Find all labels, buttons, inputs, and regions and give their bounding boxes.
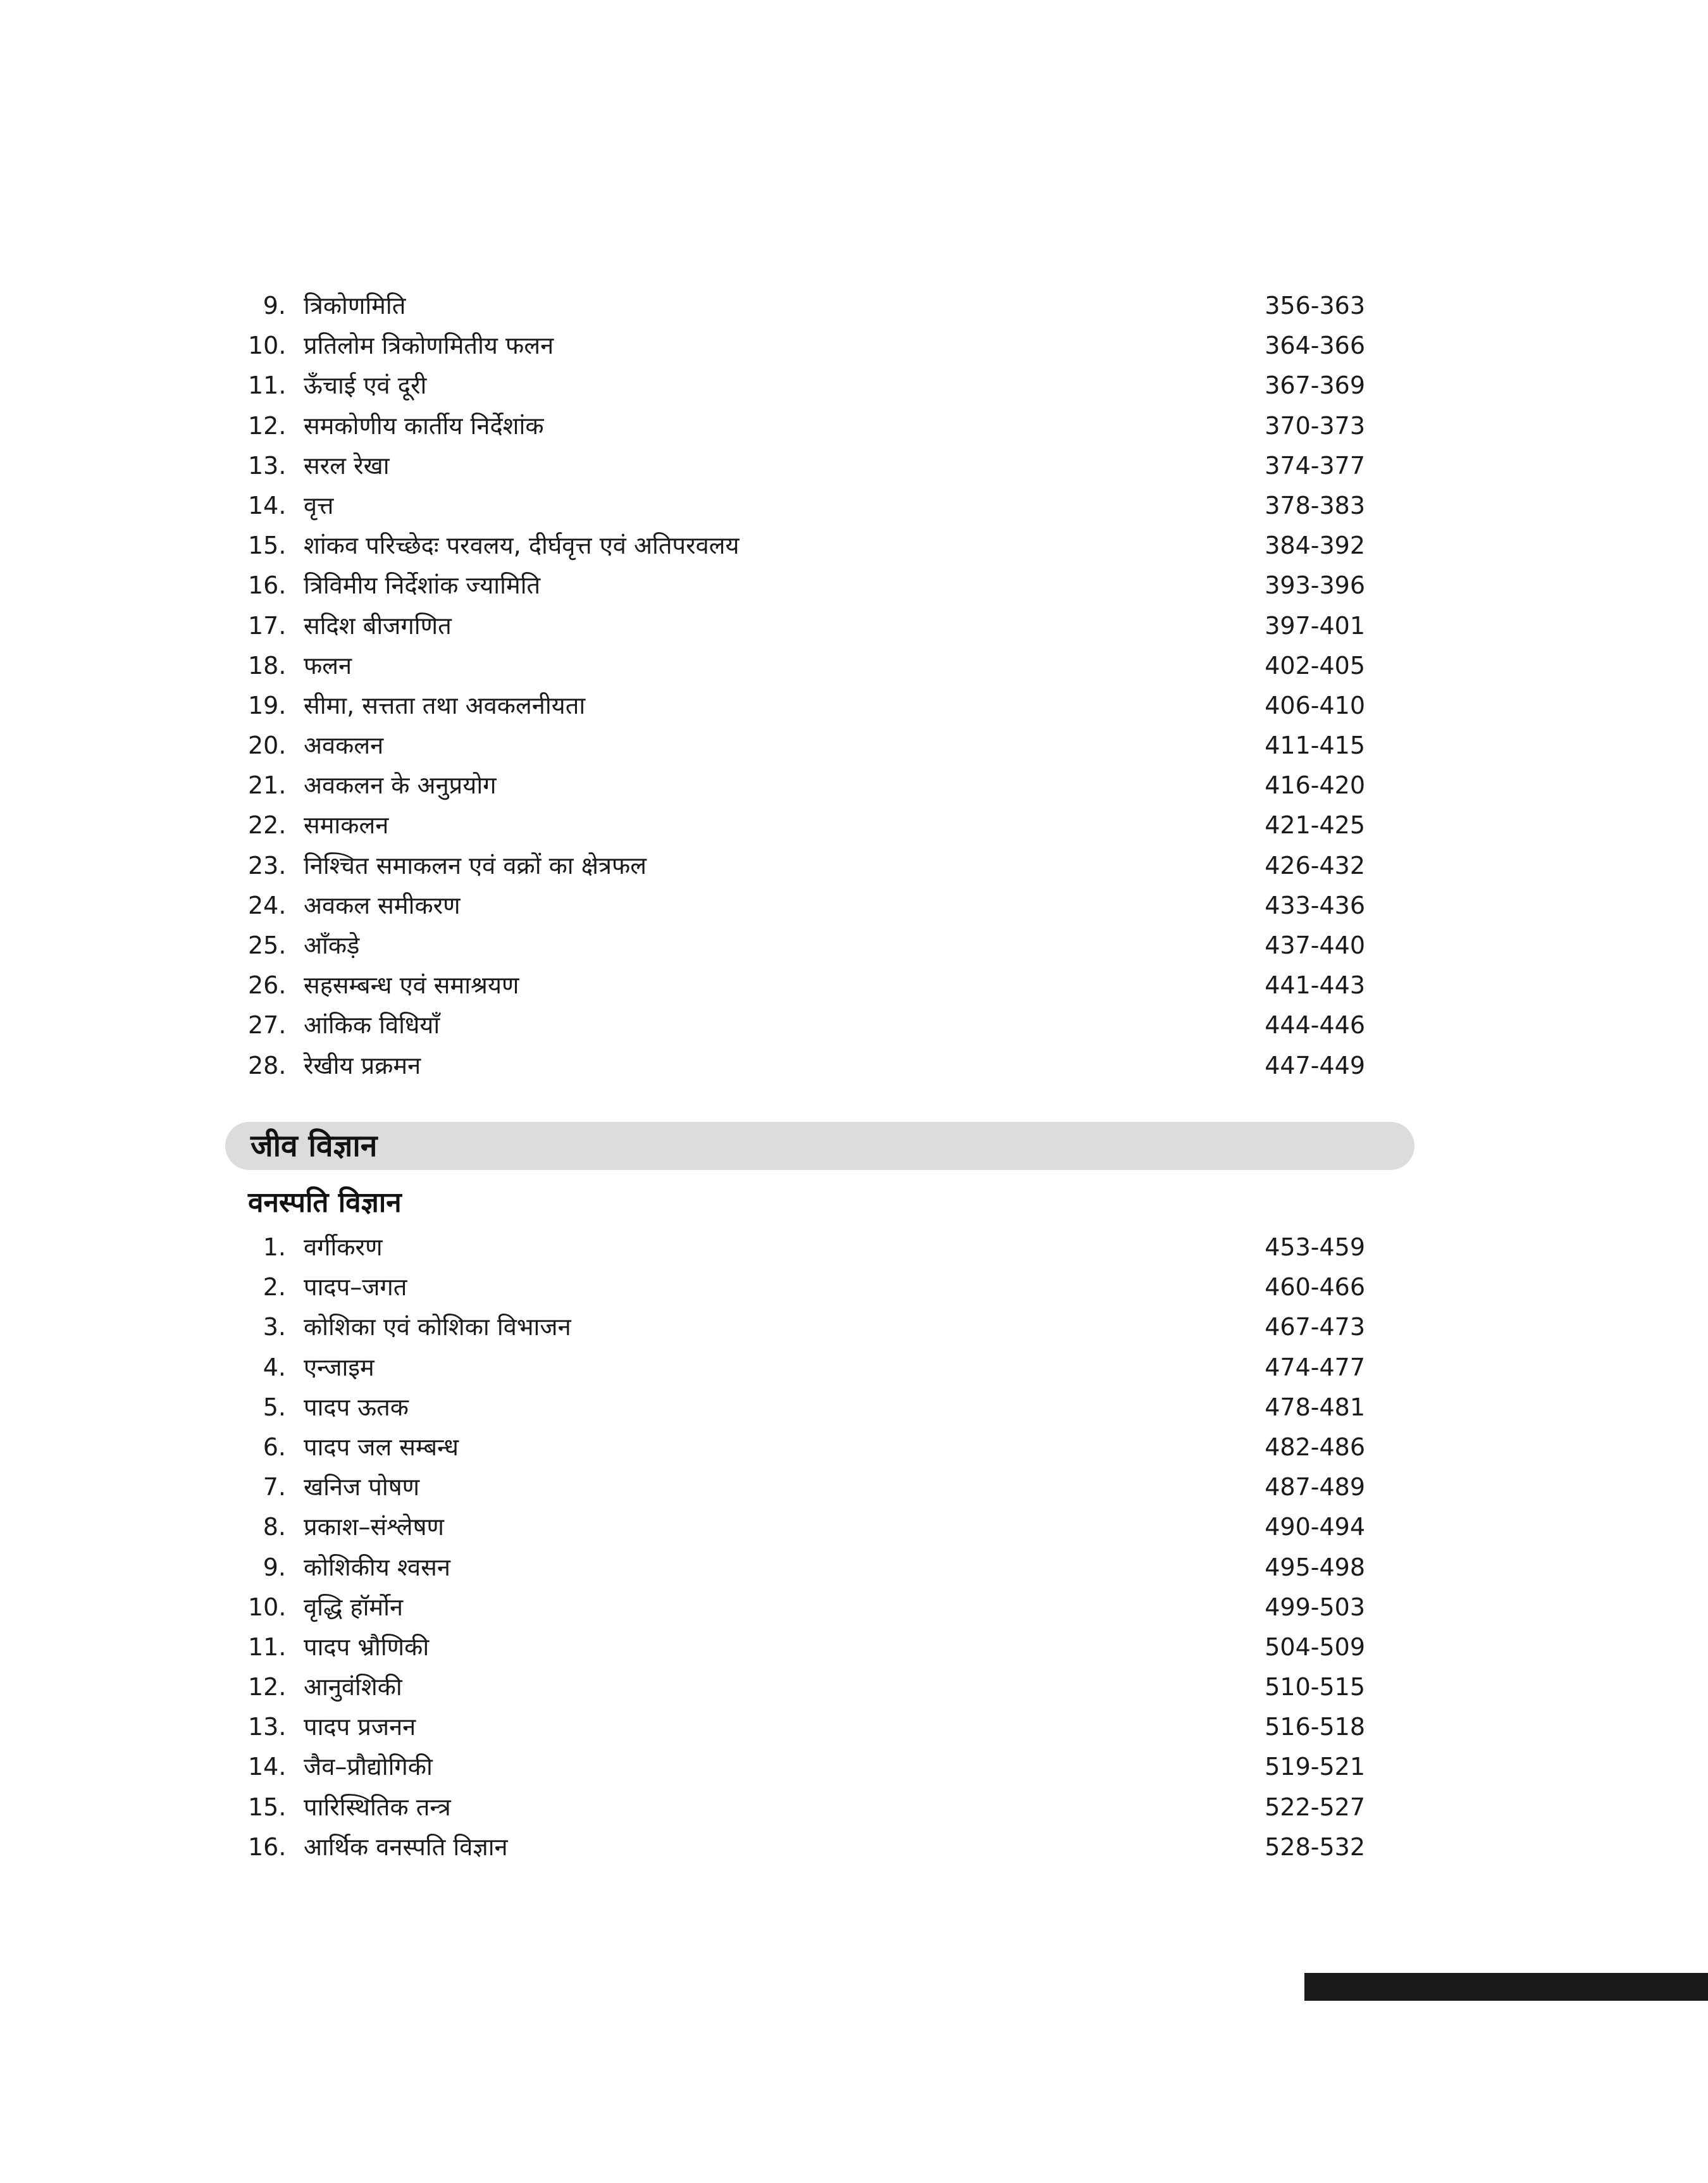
toc-entry (0, 1707, 1708, 1747)
entry-number: 21. (248, 771, 287, 800)
entry-number: 22. (248, 811, 287, 840)
entry-page-range: 482-486 (1265, 1433, 1365, 1461)
toc-entry (0, 1228, 1708, 1267)
entry-number: 13. (248, 1713, 287, 1741)
entry-page-range: 453-459 (1265, 1233, 1365, 1261)
entry-number: 28. (248, 1051, 287, 1079)
entry-title: सहसम्बन्ध एवं समाश्रयण (304, 971, 519, 1000)
entry-page-range: 370-373 (1265, 411, 1365, 440)
entry-page-range: 411-415 (1265, 731, 1365, 760)
toc-entry (0, 846, 1708, 886)
entry-title: पादप जल सम्बन्ध (304, 1433, 459, 1461)
entry-title: सदिश बीजगणित (304, 611, 452, 640)
entry-title: समाकलन (304, 811, 389, 840)
entry-page-range: 426-432 (1265, 851, 1365, 880)
entry-page-range: 460-466 (1265, 1273, 1365, 1302)
entry-page-range: 437-440 (1265, 931, 1365, 959)
toc-entry (0, 686, 1708, 726)
entry-number: 25. (248, 931, 287, 959)
entry-page-range: 490-494 (1265, 1513, 1365, 1541)
toc-entry (0, 1747, 1708, 1787)
entry-page-range: 374-377 (1265, 451, 1365, 480)
entry-title: वर्गीकरण (304, 1233, 383, 1261)
entry-number: 27. (248, 1011, 287, 1040)
entry-title: कोशिकीय श्वसन (304, 1553, 450, 1581)
entry-title: रेखीय प्रक्रमन (304, 1051, 421, 1079)
entry-number: 20. (248, 731, 287, 760)
entry-title: वृद्धि हॉर्मोन (304, 1593, 404, 1621)
entry-title: सीमा, सत्तता तथा अवकलनीयता (304, 691, 586, 719)
toc-entry (0, 1548, 1708, 1588)
toc-entry (0, 926, 1708, 966)
botany-toc-list (0, 1228, 1708, 1867)
entry-title: प्रतिलोम त्रिकोणमितीय फलन (304, 332, 554, 360)
entry-title: खनिज पोषण (304, 1473, 420, 1502)
toc-entry (0, 606, 1708, 646)
toc-entry (0, 486, 1708, 526)
entry-title: आर्थिक वनस्पति विज्ञान (304, 1832, 508, 1861)
entry-page-range: 447-449 (1265, 1051, 1365, 1079)
entry-page-range: 356-363 (1265, 292, 1365, 320)
entry-page-range: 516-518 (1265, 1713, 1365, 1741)
entry-number: 3. (263, 1313, 286, 1341)
toc-entry (0, 1627, 1708, 1667)
toc-entry (0, 1267, 1708, 1307)
toc-entry (0, 526, 1708, 566)
entry-number: 9. (263, 1553, 286, 1581)
entry-page-range: 495-498 (1265, 1553, 1365, 1581)
entry-page-range: 444-446 (1265, 1011, 1365, 1040)
toc-entry (0, 1388, 1708, 1427)
toc-entry (0, 1427, 1708, 1467)
toc-entry (0, 1467, 1708, 1507)
entry-title: आनुवंशिकी (304, 1673, 402, 1701)
entry-number: 4. (263, 1353, 286, 1381)
entry-title: त्रिकोणमिति (304, 292, 406, 320)
entry-number: 5. (263, 1393, 286, 1421)
entry-title: अवकलन (304, 731, 384, 760)
entry-page-range: 499-503 (1265, 1593, 1365, 1621)
entry-title: शांकव परिच्छेदः परवलय, दीर्घवृत्त एवं अतिपरवलय (304, 532, 740, 560)
entry-number: 12. (248, 1673, 287, 1701)
toc-entry (0, 1827, 1708, 1867)
entry-page-range: 406-410 (1265, 691, 1365, 719)
entry-number: 16. (248, 571, 287, 600)
toc-entry (0, 1588, 1708, 1627)
entry-number: 1. (263, 1233, 286, 1261)
toc-entry (0, 646, 1708, 686)
toc-entry (0, 766, 1708, 805)
entry-page-range: 433-436 (1265, 891, 1365, 919)
entry-title: पादप ऊतक (304, 1393, 409, 1421)
entry-title: पादप–जगत (304, 1273, 407, 1302)
entry-page-range: 367-369 (1265, 371, 1365, 400)
entry-title: पादप प्रजनन (304, 1713, 416, 1741)
toc-entry (0, 805, 1708, 845)
entry-page-range: 504-509 (1265, 1633, 1365, 1661)
subsection-heading: वनस्पति विज्ञान (248, 1186, 402, 1219)
entry-page-range: 474-477 (1265, 1353, 1365, 1381)
toc-entry (0, 1005, 1708, 1045)
entry-number: 15. (248, 532, 287, 560)
entry-number: 14. (248, 491, 287, 519)
entry-title: समकोणीय कार्तीय निर्देशांक (304, 411, 544, 440)
entry-number: 6. (263, 1433, 286, 1461)
toc-entry (0, 1348, 1708, 1388)
toc-entry (0, 1507, 1708, 1547)
entry-title: ऊँचाई एवं दूरी (304, 371, 427, 400)
entry-title: सरल रेखा (304, 451, 390, 480)
math-toc-list (0, 286, 1708, 1086)
entry-number: 16. (248, 1832, 287, 1861)
entry-title: आँकड़े (304, 931, 360, 959)
toc-entry (0, 1307, 1708, 1347)
entry-page-range: 478-481 (1265, 1393, 1365, 1421)
entry-title: आंकिक विधियाँ (304, 1011, 440, 1040)
entry-number: 26. (248, 971, 287, 1000)
toc-entry (0, 326, 1708, 366)
entry-number: 17. (248, 611, 287, 640)
entry-title: कोशिका एवं कोशिका विभाजन (304, 1313, 571, 1341)
entry-number: 15. (248, 1793, 287, 1821)
entry-page-range: 528-532 (1265, 1832, 1365, 1861)
entry-title: अवकलन के अनुप्रयोग (304, 771, 497, 800)
footer-bar (1304, 1973, 1708, 2001)
toc-entry (0, 1667, 1708, 1707)
toc-entry (0, 566, 1708, 606)
entry-title: निश्चित समाकलन एवं वक्रों का क्षेत्रफल (304, 851, 647, 880)
entry-number: 23. (248, 851, 287, 880)
entry-title: पारिस्थितिक तन्त्र (304, 1793, 451, 1821)
entry-page-range: 467-473 (1265, 1313, 1365, 1341)
entry-number: 7. (263, 1473, 286, 1502)
entry-page-range: 397-401 (1265, 611, 1365, 640)
entry-title: जैव–प्रौद्योगिकी (304, 1753, 433, 1781)
entry-number: 2. (263, 1273, 286, 1302)
entry-number: 19. (248, 691, 287, 719)
toc-entry (0, 286, 1708, 326)
entry-number: 18. (248, 651, 287, 680)
entry-page-range: 522-527 (1265, 1793, 1365, 1821)
entry-page-range: 393-396 (1265, 571, 1365, 600)
entry-title: प्रकाश–संश्लेषण (304, 1513, 445, 1541)
entry-page-range: 416-420 (1265, 771, 1365, 800)
entry-page-range: 510-515 (1265, 1673, 1365, 1701)
entry-number: 11. (248, 371, 287, 400)
entry-number: 8. (263, 1513, 286, 1541)
entry-number: 11. (248, 1633, 287, 1661)
entry-number: 24. (248, 891, 287, 919)
entry-page-range: 384-392 (1265, 532, 1365, 560)
entry-number: 10. (248, 1593, 287, 1621)
toc-entry (0, 446, 1708, 486)
toc-entry (0, 366, 1708, 406)
toc-entry (0, 726, 1708, 766)
section-heading: जीव विज्ञान (251, 1128, 378, 1164)
toc-entry (0, 966, 1708, 1005)
entry-page-range: 519-521 (1265, 1753, 1365, 1781)
toc-entry (0, 406, 1708, 446)
section-banner (225, 1122, 1414, 1170)
toc-entry (0, 1788, 1708, 1827)
entry-number: 14. (248, 1753, 287, 1781)
entry-page-range: 364-366 (1265, 332, 1365, 360)
entry-page-range: 441-443 (1265, 971, 1365, 1000)
entry-title: एन्जाइम (304, 1353, 374, 1381)
toc-entry (0, 1046, 1708, 1086)
entry-page-range: 378-383 (1265, 491, 1365, 519)
entry-number: 13. (248, 451, 287, 480)
entry-page-range: 421-425 (1265, 811, 1365, 840)
entry-title: वृत्त (304, 491, 334, 519)
entry-title: फलन (304, 651, 352, 680)
entry-page-range: 402-405 (1265, 651, 1365, 680)
toc-entry (0, 886, 1708, 926)
entry-number: 12. (248, 411, 287, 440)
entry-number: 9. (263, 292, 286, 320)
entry-title: त्रिविमीय निर्देशांक ज्यामिति (304, 571, 541, 600)
entry-title: पादप भ्रौणिकी (304, 1633, 430, 1661)
entry-title: अवकल समीकरण (304, 891, 461, 919)
entry-page-range: 487-489 (1265, 1473, 1365, 1502)
entry-number: 10. (248, 332, 287, 360)
